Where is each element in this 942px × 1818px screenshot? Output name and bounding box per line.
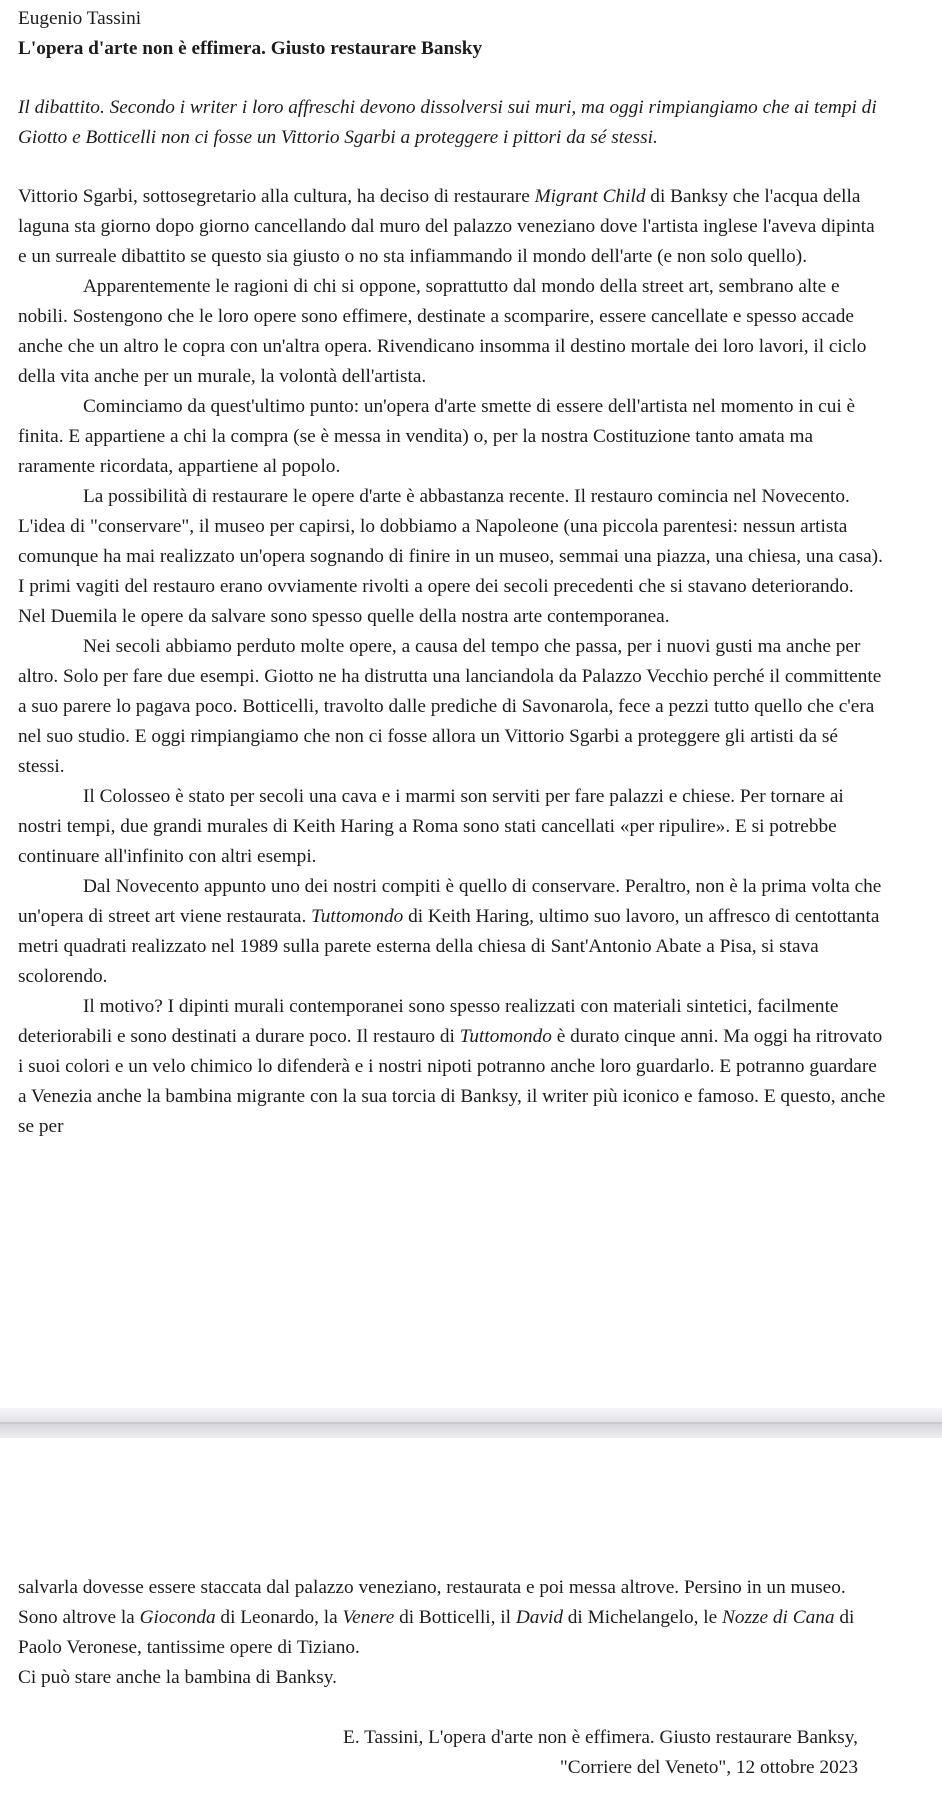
paragraph-8-italic-title: Tuttomondo (459, 1026, 552, 1047)
paragraph-7-text-c: di Keith Haring, ultimo suo lavoro, un affresco di centottanta metri quadrati realizzato nel 1989 sulla parete esterna della chiesa di Sant'Antonio Abate a Pisa, si stava scolorendo. (18, 906, 880, 987)
closing-line: Ci può stare anche la bambina di Banksy. (18, 1667, 337, 1688)
page-break-line (0, 1422, 942, 1424)
continuation-text-a: salvarla dovesse essere staccata dal palazzo veneziano, restaurata e poi messa altrove. Persino in un museo. Sono altrove la (18, 1577, 846, 1628)
continuation-paragraph (18, 1573, 886, 1663)
paragraph-7-italic-title: Tuttomondo (311, 906, 404, 927)
paragraph-1 (18, 182, 886, 272)
paragraph-1-italic-title: Migrant Child (534, 186, 646, 207)
italic-nozze-di-cana: Nozze di Cana (722, 1607, 835, 1628)
paragraph-6: Il Colosseo è stato per secoli una cava e i marmi son serviti per fare palazzi e chiese. Per tornare ai nostri tempi, due grandi murales di Keith Haring a Roma sono stati cancellati «per ripulire». E si potrebbe continuare all'infinito con altri esempi. (18, 786, 844, 867)
article-title: L'opera d'arte non è effimera. Giusto restaurare Bansky (18, 38, 483, 59)
article-continuation-section (18, 1573, 886, 1693)
paragraph-1-text-a: Vittorio Sgarbi, sottosegretario alla cultura, ha deciso di restaurare (18, 186, 535, 207)
paragraph-3: Cominciamo da quest'ultimo punto: un'opera d'arte smette di essere dell'artista nel momento in cui è finita. E appartiene a chi la compra (se è messa in vendita) o, per la nostra Costituzione tanto amata ma raramente ricordata, appartiene al popolo. (18, 396, 856, 477)
italic-venere: Venere (342, 1607, 395, 1628)
continuation-text-g: di Michelangelo, le (562, 1607, 722, 1628)
italic-david: David (515, 1607, 563, 1628)
paragraph-7-text-a: Dal Novecento appunto uno dei nostri compiti è quello di conservare. Peraltro, non è la prima volta che un'opera di street art viene restaurata. (18, 876, 882, 927)
citation-line-1: E. Tassini, L'opera d'arte non è effimera. Giusto restaurare Banksy, (343, 1727, 858, 1748)
continuation-text-e: di Botticelli, il (394, 1607, 516, 1628)
article-top-section (18, 4, 886, 1142)
paragraph-2: Apparentemente le ragioni di chi si oppone, soprattutto dal mondo della street art, sembrano alte e nobili. Sostengono che le loro opere sono effimere, destinate a scomparire, essere cancellate e spesso accade anche che un altro le copra con un'altra opera. Rivendicano insomma il destino mortale dei loro lavori, il ciclo della vita anche per un murale, la volontà dell'artista. (18, 276, 867, 387)
article-subtitle: Il dibattito. Secondo i writer i loro affreschi devono dissolversi sui muri, ma oggi rimpiangiamo che ai tempi di Giotto e Botticelli non ci fosse un Vittorio Sgarbi a proteggere i pittori da sé stessi. (18, 97, 877, 148)
continuation-text-c: di Leonardo, la (215, 1607, 343, 1628)
citation-block (343, 1723, 858, 1783)
paragraph-8-text-c: è durato cinque anni. Ma oggi ha ritrovato i suoi colori e un velo chimico lo difenderà e i nostri nipoti potranno anche loro guardarlo. E potranno guardare a Venezia anche la bambina migrante con la sua torcia di Banksy, il writer più iconico e famoso. E questo, anche se per (18, 1026, 886, 1137)
author-name: Eugenio Tassini (18, 8, 142, 29)
citation-line-2: "Corriere del Veneto", 12 ottobre 2023 (559, 1757, 858, 1778)
paragraph-8-text-a: Il motivo? I dipinti murali contemporanei sono spesso realizzati con materiali sintetici, facilmente deteriorabili e sono destinati a durare poco. Il restauro di (18, 996, 839, 1047)
article-body (18, 182, 886, 1142)
italic-gioconda: Gioconda (139, 1607, 216, 1628)
paragraph-4: La possibilità di restaurare le opere d'arte è abbastanza recente. Il restauro comincia nel Novecento. L'idea di "conservare", il museo per capirsi, lo dobbiamo a Napoleone (una piccola parentesi: nessun artista comunque ha mai realizzato un'opera sognando di finire in un museo, semmai una piazza, una chiesa, una casa). I primi vagiti del restauro erano ovviamente rivolti a opere dei secoli precedenti che si stavano deteriorando. Nel Duemila le opere da salvare sono spesso quelle della nostra arte contemporanea. (18, 486, 883, 627)
paragraph-1-text-c: di Banksy che l'acqua della laguna sta giorno dopo giorno cancellando dal muro del palazzo veneziano dove l'artista inglese l'aveva dipinta e un surreale dibattito se questo sia giusto o no sta infiammando il mondo dell'arte (e non solo quello). (18, 186, 875, 267)
paragraph-8 (18, 992, 886, 1142)
paragraph-5: Nei secoli abbiamo perduto molte opere, a causa del tempo che passa, per i nuovi gusti ma anche per altro. Solo per fare due esempi. Giotto ne ha distrutta una lanciandola da Palazzo Vecchio perché il committente a suo parere lo pagava poco. Botticelli, travolto dalle prediche di Savonarola, fece a pezzi tutto quello che c'era nel suo studio. E oggi rimpiangiamo che non ci fosse allora un Vittorio Sgarbi a proteggere gli artisti da sé stessi. (18, 636, 882, 777)
continuation-text-i: di Paolo Veronese, tantissime opere di Tiziano. (18, 1607, 855, 1658)
page-break-divider (0, 1408, 942, 1438)
paragraph-7 (18, 872, 886, 992)
